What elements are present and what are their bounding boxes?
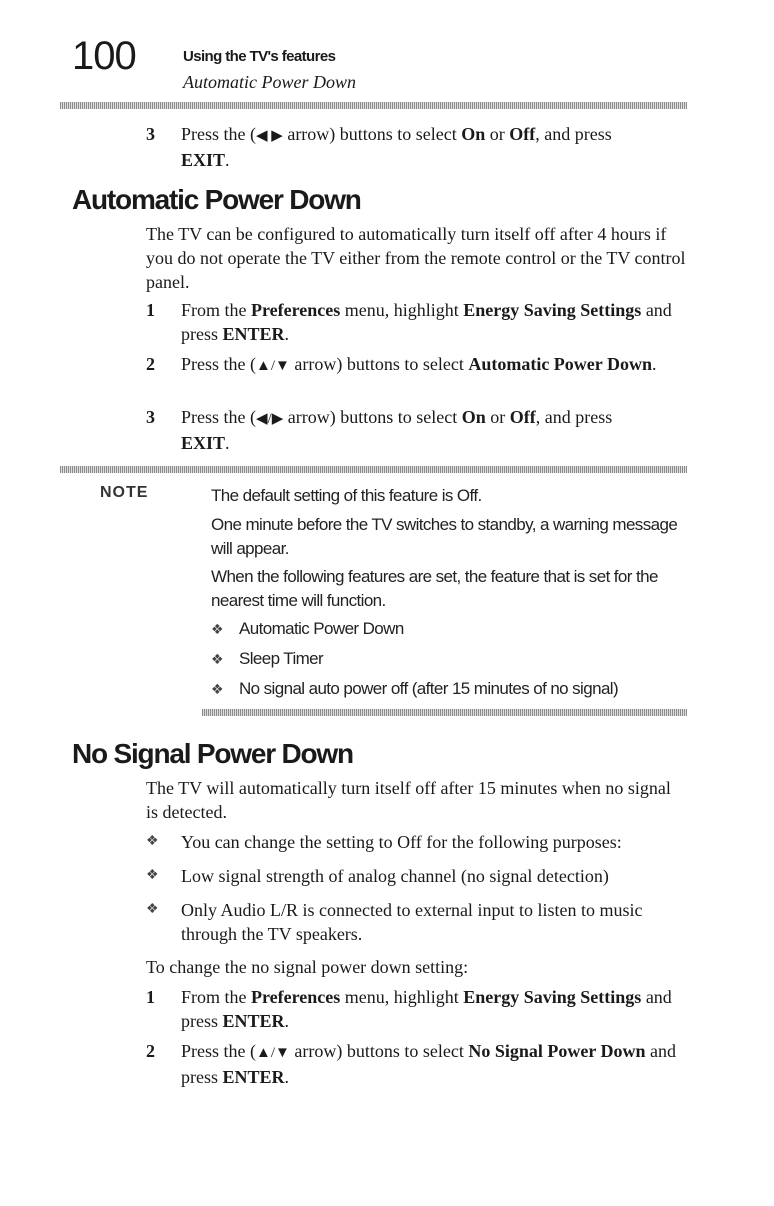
diamond-bullet-icon: ❖	[146, 834, 159, 849]
step-text: Press the (▲/▼ arrow) buttons to select Automatic Power Down.	[181, 354, 657, 374]
note-line-3: When the following features are set, the feature that is set for the nearest time will function.	[211, 567, 658, 610]
top-step-3	[146, 122, 686, 172]
heading-automatic-power-down: Automatic Power Down	[72, 184, 361, 215]
step-number: 3	[146, 124, 155, 144]
header-rule	[60, 102, 687, 109]
step-text: Press the (◀/▶ arrow) buttons to select On or Off, and press EXIT.	[181, 407, 613, 453]
step-number: 1	[146, 300, 155, 320]
section-subtitle: Automatic Power Down	[183, 72, 356, 92]
step-text: From the Preferences menu, highlight Energy Saving Settings and press ENTER.	[181, 987, 672, 1031]
step-number: 1	[146, 987, 155, 1007]
step-number: 3	[146, 407, 155, 427]
note-bullet: ❖ Automatic Power Down	[211, 617, 404, 641]
step-text: Press the (▲/▼ arrow) buttons to select No Signal Power Down and press ENTER.	[181, 1041, 677, 1087]
nspd-bullet: ❖ Only Audio L/R is connected to external input to listen to music through the TV speakers.	[146, 900, 643, 944]
nspd-step-2	[146, 1039, 686, 1089]
diamond-bullet-icon: ❖	[146, 902, 159, 917]
apd-step-3	[146, 405, 686, 455]
note-rule-top	[60, 466, 687, 473]
note-bullet: ❖ No signal auto power off (after 15 minutes of no signal)	[211, 677, 618, 701]
apd-intro: The TV can be configured to automatically turn itself off after 4 hours if you do not operate the TV either from the remote control or the TV control panel.	[146, 224, 686, 292]
up-down-arrow-icon: ▲/▼	[256, 358, 290, 374]
left-right-arrow-icon: ◀/▶	[256, 411, 284, 427]
note-line-2: One minute before the TV switches to standby, a warning message will appear.	[211, 515, 678, 558]
apd-step-1	[146, 298, 686, 346]
nspd-intro: The TV will automatically turn itself off after 15 minutes when no signal is detected.	[146, 778, 671, 822]
nspd-step-1	[146, 985, 686, 1033]
note-line-1: The default setting of this feature is Off.	[211, 486, 482, 505]
chapter-title: Using the TV's features	[183, 48, 336, 65]
diamond-bullet-icon: ❖	[211, 681, 223, 697]
step-number: 2	[146, 1041, 155, 1061]
step-text: Press the (◀ ▶ arrow) buttons to select On or Off, and press EXIT.	[181, 124, 612, 170]
nspd-bullet: ❖ Low signal strength of analog channel (no signal detection)	[146, 866, 609, 886]
step-number: 2	[146, 354, 155, 374]
diamond-bullet-icon: ❖	[146, 868, 159, 883]
page-number: 100	[72, 34, 136, 78]
note-bullet: ❖ Sleep Timer	[211, 647, 323, 671]
nspd-change-text: To change the no signal power down setting:	[146, 957, 469, 977]
diamond-bullet-icon: ❖	[211, 651, 223, 667]
diamond-bullet-icon: ❖	[211, 621, 223, 637]
apd-step-2	[146, 352, 686, 378]
heading-no-signal-power-down: No Signal Power Down	[72, 738, 353, 769]
nspd-bullet: ❖ You can change the setting to Off for the following purposes:	[146, 832, 622, 852]
note-rule-bottom	[202, 709, 687, 716]
up-down-arrow-icon: ▲/▼	[256, 1045, 290, 1061]
step-text: From the Preferences menu, highlight Energy Saving Settings and press ENTER.	[181, 300, 672, 344]
note-label: NOTE	[100, 484, 149, 501]
left-right-arrow-icon: ◀ ▶	[256, 128, 283, 144]
